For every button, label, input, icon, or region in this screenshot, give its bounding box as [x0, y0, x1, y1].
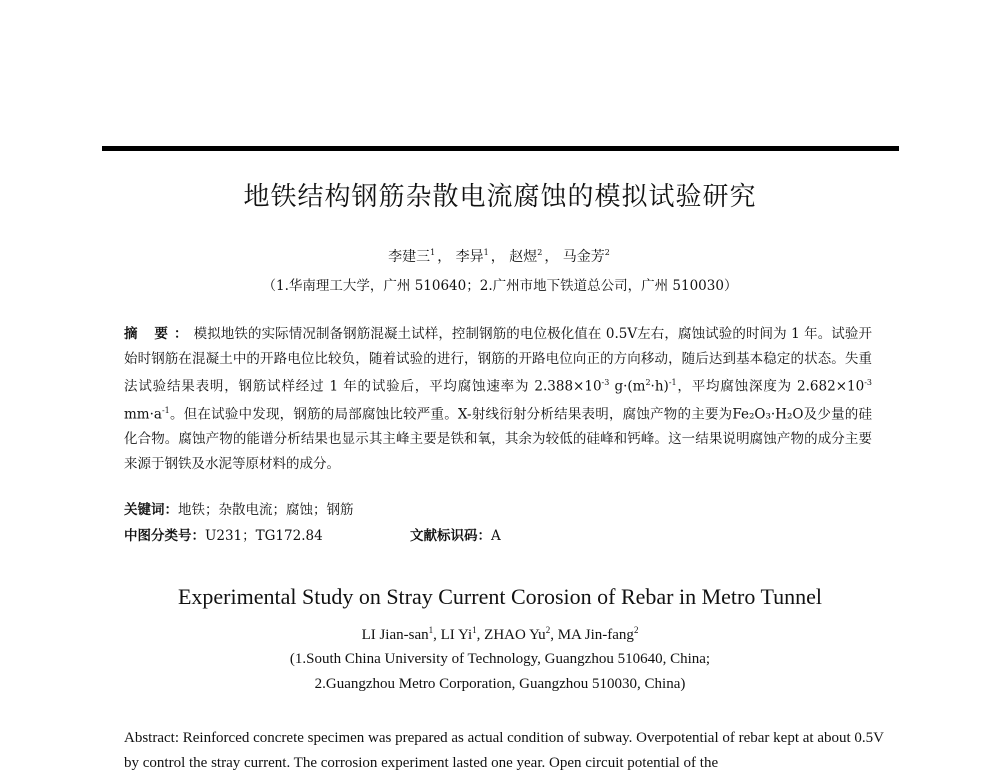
- author-name: 李建三: [388, 249, 431, 265]
- author-name: LI Jian-san: [361, 627, 429, 643]
- abstract-superscript: 2: [645, 378, 651, 387]
- abstract-text: g·(m: [609, 378, 646, 395]
- english-title: Experimental Study on Stray Current Corosion of Rebar in Metro Tunnel: [177, 584, 823, 609]
- author-separator: ,: [476, 627, 485, 643]
- abstract-superscript: -3: [601, 378, 610, 387]
- abstract-text: 。但在试验中发现，钢筋的局部腐蚀比较严重。X-射线衍射分析结果表明，腐蚀产物的主要为Fe₂O₃·H₂O及少量的硅化合物。腐蚀产物的能谱分析结果也显示其主峰主要是铁和氧，其余为较低的硅峰和钙峰。这一结果说明腐蚀产物的成分主要来源于钢铁及水泥等原材料的成分。: [124, 406, 872, 472]
- document-code-value: A: [491, 528, 501, 544]
- author-name: 赵煜: [509, 249, 538, 265]
- document-code-label: 文献标识码：: [410, 528, 491, 544]
- author-separator: ，: [490, 249, 505, 265]
- author-name: ZHAO Yu: [484, 627, 546, 643]
- abstract-text: 模拟地铁的实际情况制备钢筋混凝土试样，控制钢筋的电位极化值在 0.5V左右，腐蚀试验的时间为 1 年。试验开始时钢筋在混凝土中的开路电位比较负，随着试验的进行，钢筋的开路电位向正的方向移动，随后达到基本稳定的状态。失重法试验结果表明，钢筋试样经过 1 年的试验后，平均腐蚀速率为 2.388×10: [124, 326, 872, 395]
- author-name: LI Yi: [440, 627, 473, 643]
- keywords-value: 地铁；杂散电流；腐蚀；钢筋: [178, 502, 354, 518]
- chinese-affiliation: （1.华南理工大学，广州 510640；2.广州市地下铁道总公司，广州 510030）: [262, 278, 738, 294]
- author-name: MA Jin-fang: [557, 627, 634, 643]
- document-code-line: [410, 524, 501, 544]
- english-abstract: Abstract: Reinforced concrete specimen was prepared as actual condition of subway. Overpotential of rebar kept at about 0.5V by control the stray current. The corrosion experiment lasted one year. Open circuit potential of the: [124, 730, 884, 771]
- author-name: 李异: [455, 249, 484, 265]
- author-affil-mark: 2: [545, 625, 551, 635]
- author-affil-mark: 1: [428, 625, 434, 635]
- abstract-superscript: -1: [161, 406, 170, 415]
- abstract-label: 摘 要：: [124, 326, 194, 342]
- clc-value: U231；TG172.84: [205, 528, 323, 544]
- english-affiliation-2: 2.Guangzhou Metro Corporation, Guangzhou 510030, China): [314, 676, 686, 692]
- author-affil-mark: 1: [430, 248, 436, 258]
- author-affil-mark: 1: [472, 625, 477, 635]
- abstract-text: mm·a: [124, 406, 162, 423]
- header-rule: [102, 146, 899, 151]
- chinese-abstract: [124, 322, 872, 476]
- chinese-title: 地铁结构钢筋杂散电流腐蚀的模拟试验研究: [243, 182, 757, 212]
- abstract-superscript: -1: [668, 378, 677, 387]
- english-affiliation-1: (1.South China University of Technology, Guangzhou 510640, China;: [289, 651, 711, 667]
- author-affil-mark: 2: [604, 248, 610, 258]
- abstract-superscript: -3: [864, 378, 872, 387]
- clc-label: 中图分类号：: [124, 528, 205, 544]
- author-separator: ,: [433, 627, 441, 643]
- keywords-label: 关键词：: [124, 502, 178, 518]
- clc-line: [124, 524, 323, 544]
- abstract-text: ·h): [650, 378, 669, 395]
- abstract-text: ，平均腐蚀深度为 2.682×10: [676, 378, 865, 395]
- author-name: 马金芳: [562, 249, 605, 265]
- keywords-line: [124, 498, 354, 518]
- author-affil-mark: 2: [537, 248, 543, 258]
- english-authors: [0, 625, 1000, 644]
- author-separator: ,: [550, 627, 558, 643]
- author-affil-mark: 1: [483, 248, 489, 258]
- author-separator: ，: [437, 249, 452, 265]
- author-separator: ，: [544, 249, 559, 265]
- chinese-authors: [0, 246, 1000, 266]
- author-affil-mark: 2: [633, 625, 639, 635]
